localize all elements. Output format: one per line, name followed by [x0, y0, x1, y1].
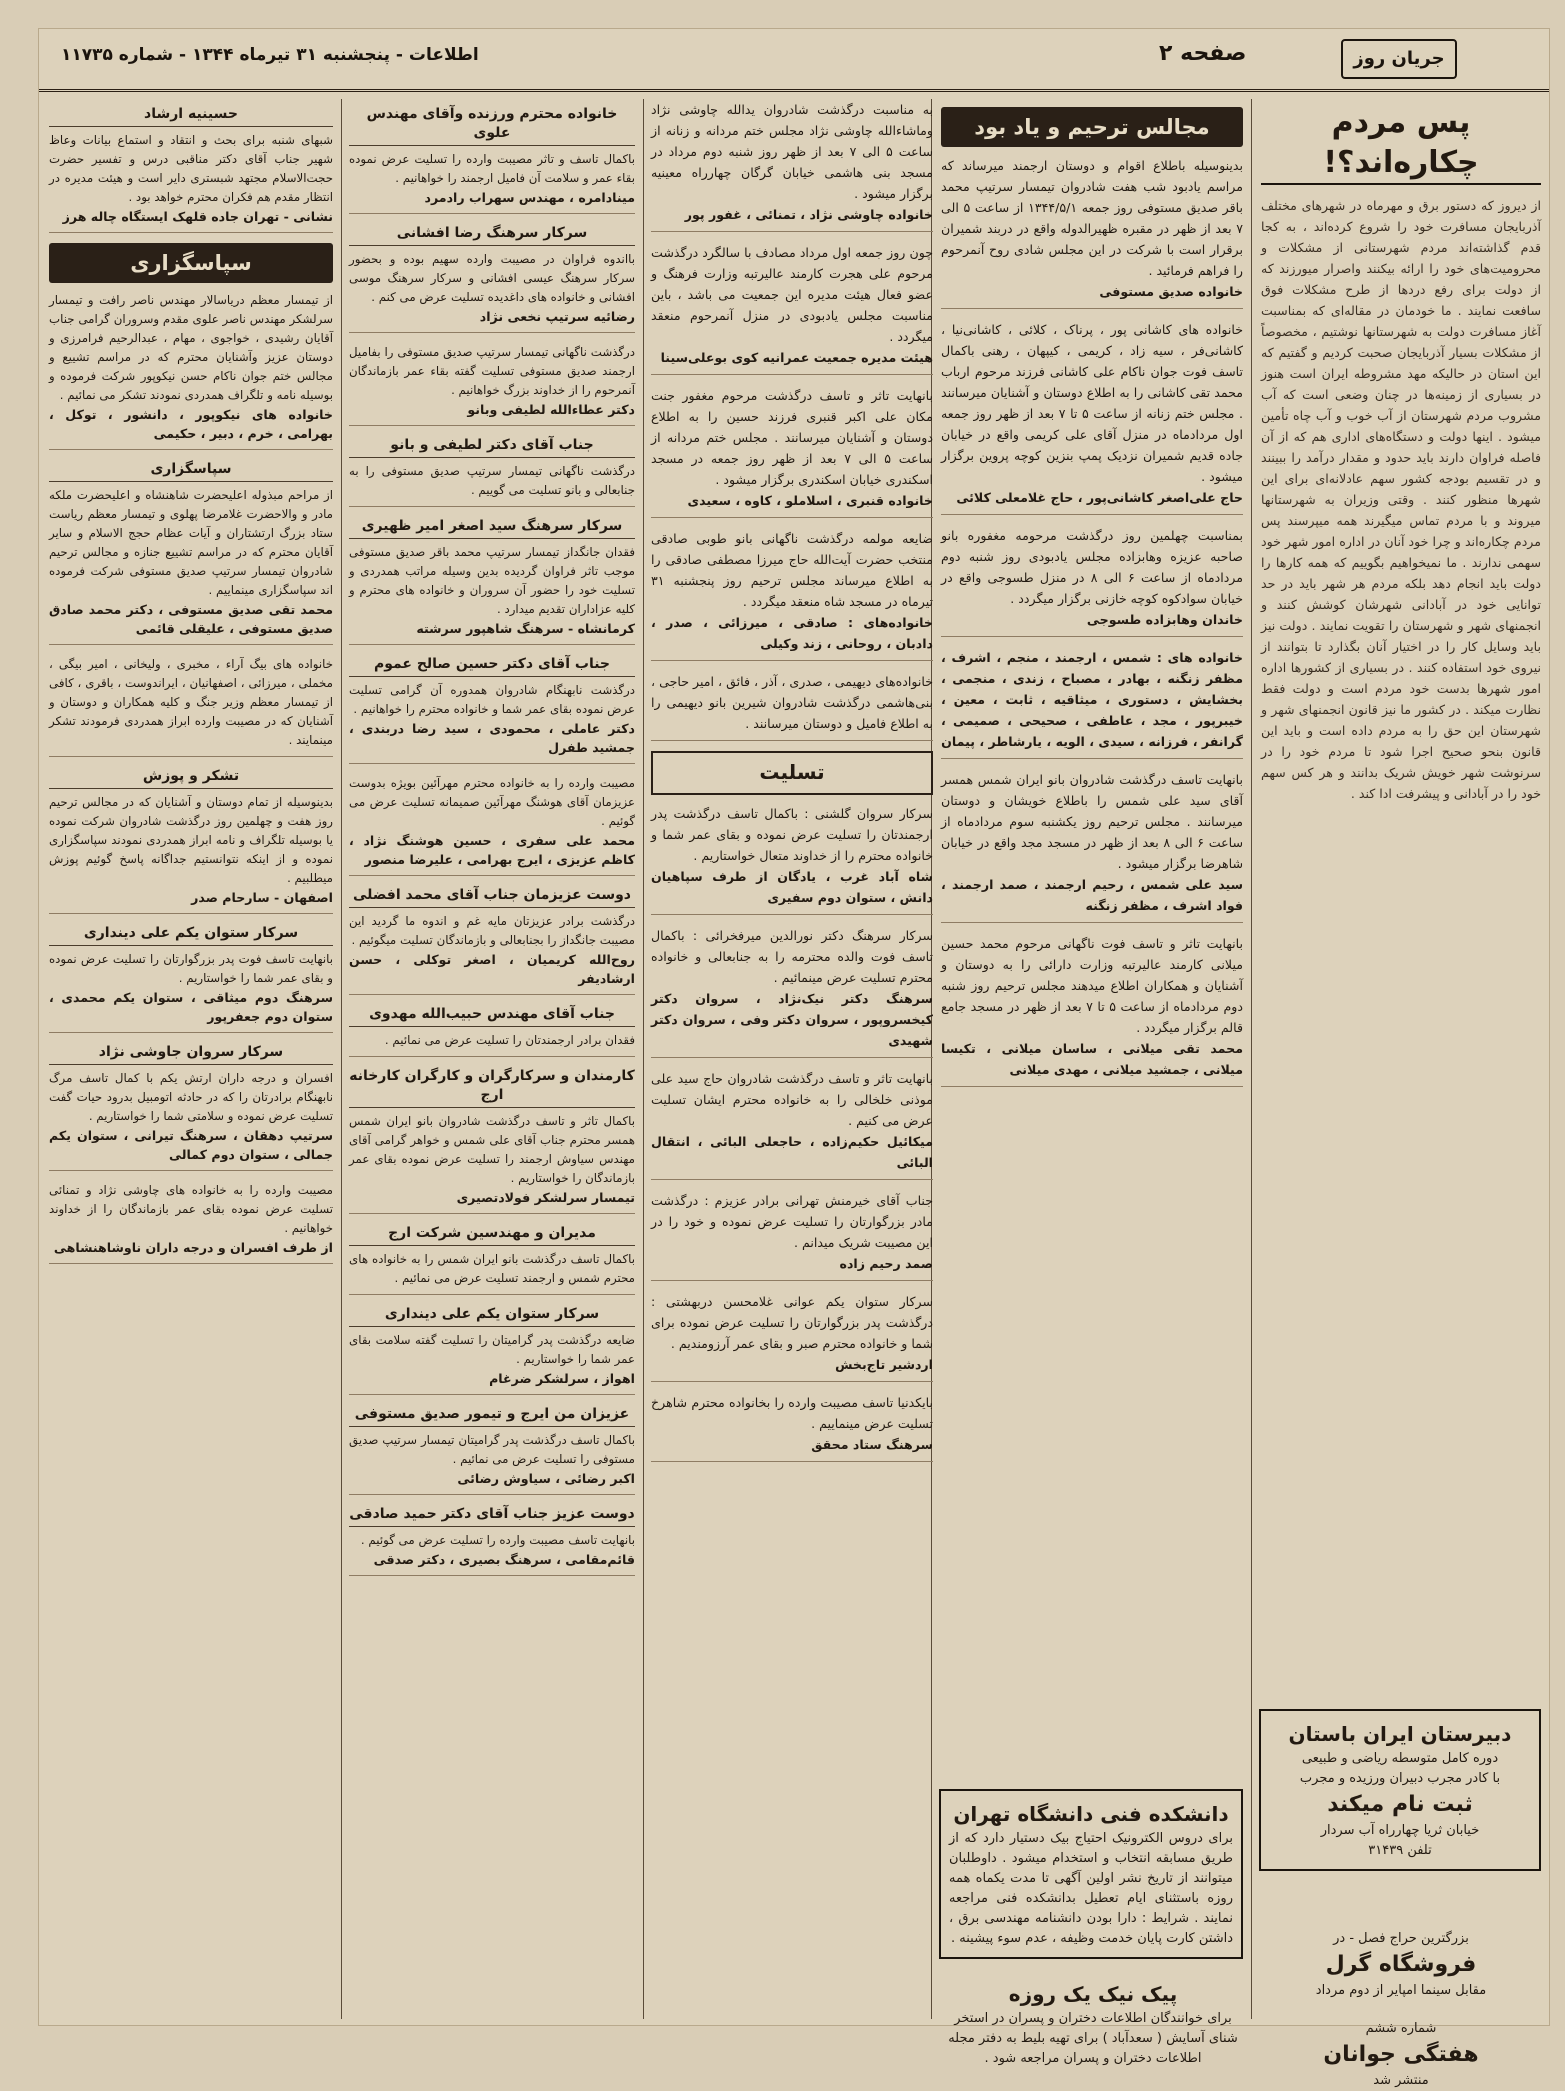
- newspaper-page: [38, 28, 1550, 2088]
- condolences-column: [349, 99, 635, 1586]
- notice-text: باکمال تاسف درگذشت پدر گرامیتان تیمسار سرتیپ صدیق مستوفی را تسلیت عرض می نمائیم .: [349, 1433, 635, 1466]
- notice-signature: قائم‌مقامی ، سرهنگ بصیری ، دکتر صدقی: [373, 1552, 635, 1567]
- notice-text: درگذشت ناگهانی تیمسار سرتیپ صدیق مستوفی را بفامیل ارجمند صدیق مستوفی تسلیت گفته بقاء عمر بازماندگان آنمرحوم را از خداوند بزرگ خواهانیم .: [349, 345, 635, 397]
- notices-column: [651, 99, 933, 1472]
- magazine-ad-line: منتشر شد: [1373, 2073, 1429, 2088]
- notice-signature: سرهنگ دوم میثاقی ، ستوان یکم محمدی ، ستوان دوم جعفرپور: [49, 990, 333, 1024]
- column-rule: [341, 99, 342, 2019]
- notice-text: بدینوسیله از تمام دوستان و آشنایان که در مجالس ترحیم روز هفت و چهلمین روز درگذشت شادروان شرکت نموده یا بوسیله تلگراف و نامه ابراز همدردی نمودند سپاسگزاری نموده و از اینکه نتوانستیم جداگانه پاسخ گوئیم پوزش میطلبیم .: [49, 795, 333, 885]
- store-ad-line: بزرگترین حراج فصل - در: [1333, 1931, 1469, 1946]
- notice-block: [49, 291, 333, 450]
- notice-block: [349, 436, 635, 507]
- school-ad-title: دبیرستان ایران باستان: [1288, 1722, 1512, 1746]
- notice-text: درگذشت نابهنگام شادروان همدوره آن گرامی تسلیت عرض نموده بقای عمر شما و خانواده محترم را خواهانیم .: [349, 683, 635, 716]
- notice-signature: حاج علی‌اصغر کاشانی‌پور ، حاج غلامعلی کلائی: [956, 490, 1243, 505]
- notice-signature: محمد تقی میلانی ، ساسان میلانی ، تکیسا میلانی ، جمشید میلانی ، مهدی میلانی: [941, 1041, 1243, 1077]
- notice-block: [349, 343, 635, 426]
- notice-signature: نشانی - تهران جاده قلهک ایستگاه چاله هرز: [62, 209, 333, 224]
- notice-text: بایکدنیا تاسف مصیبت وارده را بخانواده محترم شاهرخ تسلیت عرض مینماییم .: [651, 1395, 933, 1431]
- notice-title: دوست عزیزمان جناب آقای محمد افضلی: [349, 886, 635, 908]
- notice-block: [651, 528, 933, 661]
- notice-block: [349, 774, 635, 876]
- notice-title: کارمندان و سرکارگران و کارگران کارخانه ارج: [349, 1067, 635, 1108]
- notice-text: مصیبت وارده را به خانواده محترم مهرآئین بویژه بدوست عزیزمان آقای هوشنگ مهرآئین صمیمانه تسلیت عرض می گوئیم .: [349, 776, 635, 828]
- notice-block: [349, 1224, 635, 1295]
- notice-block: [49, 105, 333, 233]
- notice-text: سرکار ستوان یکم عوانی غلامحسن دربهشتی : درگذشت پدر بزرگوارتان را تسلیت عرض نموده برای شما و خانواده محترم صبر و بقای عمر آرزومندیم .: [651, 1294, 933, 1351]
- notice-block: [651, 242, 933, 375]
- notice-block: [651, 1190, 933, 1281]
- store-ad-line: مقابل سینما امپایر از دوم مرداد: [1315, 1983, 1487, 1998]
- notice-block: [349, 1505, 635, 1576]
- notice-text: بانهایت تاثر و تاسف درگذشت شادروان حاج سید علی موذنی خلخالی را به خانواده محترم ایشان تسلیت عرض می کنیم .: [651, 1071, 933, 1128]
- notice-text: باکمال تاسف درگذشت بانو ایران شمس را به خانواده های محترم شمس و ارجمند تسلیت عرض می نمائیم .: [349, 1252, 635, 1285]
- notice-block: [941, 647, 1243, 759]
- notice-text: بانهایت تاسف درگذشت شادروان بانو ایران شمس همسر آقای سید علی شمس را باطلاع خویشان و دوستان میرسانند . مجلس ترحیم روز یکشنبه سوم مردادماه از ساعت ۶ الی ۸ بعد از ظهر در مسجد مجد واقع در خیابان شاهرضا برگزار میشود .: [941, 772, 1243, 871]
- notice-signature: سید علی شمس ، رحیم ارجمند ، صمد ارجمند ، فواد اشرف ، مظفر زنگنه: [941, 877, 1243, 913]
- notice-signature: شاه آباد غرب ، یادگان از طرف سپاهیان دانش ، ستوان دوم سفیری: [651, 869, 933, 905]
- notice-title: دوست عزیز جناب آقای دکتر حمید صادقی: [349, 1505, 635, 1527]
- notice-block: [941, 525, 1243, 637]
- notice-signature: میکائیل حکیم‌زاده ، حاجعلی البائی ، انتقال البائی: [651, 1134, 933, 1170]
- notice-title: سرکار سرهنگ رضا افشانی: [349, 224, 635, 246]
- notice-signature: اردشیر تاج‌بخش: [835, 1357, 933, 1372]
- notice-block: [349, 224, 635, 333]
- column-rule: [1251, 99, 1252, 2019]
- notice-text: خانواده های کاشانی پور ، پرناک ، کلائی ، کاشانی‌نیا ، کاشانی‌فر ، سیه زاد ، کریمی ، کیپهان ، رهنی باکمال تاسف فوت جوان ناکام علی کاشانی فرزند مرحوم ارباب محمد تقی کاشانی را به اطلاع دوستان و آشنایان میرسانند . مجلس ختم زنانه از ساعت ۵ تا ۷ بعد از ظهر روز جمعه اول مردادماه در منزل آقای علی کریمی واقع در خیابان جاده قدیم شمیران نزدیک پمپ بنزین کوچه پروین برگزار میشود .: [941, 322, 1243, 484]
- notice-signature: اصفهان - سارحام صدر: [191, 890, 333, 905]
- school-ad-address: خیابان ثریا چهارراه آب سردار: [1320, 1823, 1480, 1838]
- notice-block: [49, 1181, 333, 1264]
- notice-signature: خانواده‌های : صادقی ، میرزائی ، صدر ، دادبان ، روحانی ، زند وکیلی: [651, 615, 933, 651]
- magazine-ad-name: هفتگی جوانان: [1323, 2042, 1479, 2067]
- notice-text: فقدان جانگداز تیمسار سرتیپ محمد باقر صدیق مستوفی موجب تاثر فراوان گردیده بدین وسیله مراتب همدردی و تسلیت خود را حضور آن سروران و خانواده های محترم و کلیه عزاداران تقدیم میدارد .: [349, 545, 635, 616]
- notice-block: [349, 1005, 635, 1057]
- notice-text: بااندوه فراوان در مصیبت وارده سهیم بوده و بحضور سرکار سرهنگ عیسی افشانی و سرکار سرهنگ موسی افشانی و خانواده های داغدیده تسلیت عرض می کنم .: [349, 252, 635, 304]
- editorial-title: پس مردم چکاره‌اند؟!: [1261, 103, 1541, 185]
- notice-text: فقدان برادر ارجمندتان را تسلیت عرض می نمائیم .: [384, 1033, 635, 1047]
- notice-text: جناب آقای خیرمنش تهرانی برادر عزیزم : درگذشت مادر بزرگوارتان را تسلیت عرض نموده و خود را در این مصیبت شریک میدانم .: [651, 1193, 933, 1250]
- notice-text: ضایعه مولمه درگذشت ناگهانی بانو طوبی صادقی منتخب حضرت آیت‌الله حاج میرزا مصطفی صادقی را به اطلاع میرساند مجلس ترحیم روز پنجشنبه ۳۱ تیرماه در مسجد شاه منعقد میگردد .: [651, 531, 933, 609]
- notice-text: درگذشت ناگهانی تیمسار سرتیپ صدیق مستوفی را به جنابعالی و بانو تسلیت می گوییم .: [349, 464, 635, 497]
- picnic-ad-text: برای خوانندگان اطلاعات دختران و پسران در استخر شنای آسایش ( سعدآباد ) برای تهیه بلیط به دفتر مجله اطلاعات دختران و پسران مراجعه شود .: [948, 2011, 1238, 2066]
- page-number: صفحه ۲: [1159, 41, 1247, 66]
- notice-signature: خانواده چاوشی نژاد ، تمنائی ، غفور پور: [684, 207, 933, 222]
- notice-text: بمناسبت چهلمین روز درگذشت مرحومه مغفوره بانو صاحبه عزیزه وهابزاده مجلس یادبودی روز شنبه دوم مردادماه از ساعت ۶ الی ۸ در منزل طسوجی واقع در خیابان سوادکوه کوچه خازنی برگزار میگردد .: [941, 528, 1244, 606]
- school-ad-phone: تلفن ۳۱۴۳۹: [1368, 1843, 1432, 1858]
- notice-signature: هیئت مدیره جمعیت عمرانیه کوی بوعلی‌سینا: [660, 350, 933, 365]
- magazine-ad: [1261, 2019, 1541, 2091]
- notice-text: بانهایت تاثر و تاسف فوت ناگهانی مرحوم محمد حسین میلانی کارمند عالیرتبه وزارت دارائی را به دوستان و آشنایان و همکاران اطلاع میدهند مجلس ترحیم روز شنبه دوم مردادماه از ساعت ۵ تا ۷ بعد از ظهر در مسجد جامع قالم برگزار میگردد .: [941, 936, 1243, 1035]
- notice-signature: رضائیه سرتیپ نخعی نژاد: [479, 309, 635, 324]
- store-ad: [1261, 1929, 1541, 2001]
- notice-text: چون روز جمعه اول مرداد مصادف با سالگرد درگذشت مرحوم علی هجرت کارمند عالیرتبه وزارت فرهنگ و عضو فعال هیئت مدیره این جمعیت می باشد ، باین مناسبت مجلس یادبودی در منزل آنمرحوم منعقد میگردد .: [651, 245, 933, 344]
- notice-title: حسینیه ارشاد: [49, 105, 333, 127]
- notice-block: [49, 1043, 333, 1171]
- notice-signature: صمد رحیم زاده: [839, 1256, 933, 1271]
- store-ad-name: فروشگاه گرل: [1325, 1952, 1477, 1977]
- university-ad-text: برای دروس الکترونیک احتیاج بیک دستیار دارد که از طریق مسابقه انتخاب و استخدام میشود . داوطلبان میتوانند از تاریخ نشر اولین آگهی تا مدت یکماه همه روزه باستثنای ایام تعطیل بدانشکده فنی مراجعه نمایند . شرایط : دارا بودن دانشنامه مهندسی برق ، داشتن کارت پایان خدمت وظیفه ، عدم سوء پیشینه .: [949, 1831, 1233, 1946]
- notice-block: [651, 1068, 933, 1180]
- notice-block: [941, 769, 1243, 923]
- school-ad: [1259, 1709, 1541, 1871]
- notice-text: بدینوسیله باطلاع اقوام و دوستان ارجمند میرساند که مراسم یادبود شب هفت شادروان تیمسار سرتیپ محمد باقر صدیق مستوفی روز جمعه ۱۳۴۴/۵/۱ از ساعت ۵ الی ۷ بعد از ظهر در مقبره ظهیرالدوله واقع در دربند شمیران برقرار است با شرکت در این مجلس شادی روح آنمرحوم را فراهم فرمائید .: [941, 158, 1243, 278]
- notice-text: خانواده های بیگ آراء ، مخبری ، ولیخانی ، امیر بیگی ، مخملی ، میرزائی ، اصفهانیان ، ایراندوست ، باقری ، کافی از تیمسار معظم وزیر جنگ و کلیه همکاران و دوستان و آشنایان که در مصیبت وارده ابراز همدردی فرمودند تشکر مینمایند .: [49, 657, 333, 747]
- notice-title: جناب آقای مهندس حبیب‌الله مهدوی: [349, 1005, 635, 1027]
- notice-text: شبهای شنبه برای بحث و انتقاد و استماع بیانات وعاظ شهیر جناب آقای دکتر مناقبی درس و تفسیر حضرت حجت‌الاسلام مجتهد شبستری دایر است و هیئت مدیره در انتظار مقدم هم فکران محترم خواهد بود .: [49, 133, 333, 204]
- notice-block: [651, 803, 933, 915]
- notice-text: باکمال تاثر و تاسف درگذشت شادروان بانو ایران شمس همسر محترم جناب آقای علی شمس و خواهر گرامی آقای مهندس سیاوش ارجمند را تسلیت عرض نموده بقای عمر بازماندگان را خواستاریم .: [349, 1114, 635, 1185]
- notice-title: خانواده محترم ورزنده وآقای مهندس علوی: [349, 105, 635, 146]
- notice-signature: سرهنگ دکتر نیک‌نژاد ، سروان دکتر کیخسروپور ، سروان دکتر وفی ، سروان دکتر شهیدی: [651, 991, 933, 1048]
- notice-block: [941, 319, 1243, 515]
- notice-signature: سرهنگ ستاد محقق: [811, 1437, 933, 1452]
- notice-signature: تیمسار سرلشکر فولادتصیری: [456, 1190, 635, 1205]
- notice-block: [349, 1305, 635, 1395]
- notice-block: [651, 925, 933, 1058]
- notice-signature: خانواده صدیق مستوفی: [1099, 284, 1243, 299]
- notice-block: [349, 886, 635, 995]
- notice-block: [49, 655, 333, 757]
- notice-signature: محمد تقی صدیق مستوفی ، دکتر محمد صادق صدیق مستوفی ، علیقلی قائمی: [49, 602, 333, 636]
- issue-line: اطلاعات - پنجشنبه ۳۱ تیرماه ۱۳۴۴ - شماره ۱۱۷۳۵: [61, 45, 479, 65]
- notice-block: [49, 924, 333, 1033]
- notice-title: مدیران و مهندسین شرکت ارج: [349, 1224, 635, 1246]
- notice-title: جناب آقای دکتر حسین صالح عموم: [349, 655, 635, 677]
- notice-block: [651, 1392, 933, 1462]
- thanks-banner: سپاسگزاری: [49, 243, 333, 283]
- notice-title: تشکر و پوزش: [49, 767, 333, 789]
- notice-text: مصیبت وارده را به خانواده های چاوشی نژاد و تمنائی تسلیت عرض نموده بقای عمر بازماندگان را از خداوند خواهانیم .: [49, 1183, 333, 1235]
- notice-text: سرکار سروان گلشنی : باکمال تاسف درگذشت پدر ارجمندتان را تسلیت عرض نموده و بقای عمر شما و خانواده محترم را از خداوند متعال خواستاریم .: [651, 806, 933, 863]
- notice-text: بانهایت تاسف فوت پدر بزرگوارتان را تسلیت عرض نموده و بقای عمر شما را خواستاریم .: [49, 952, 333, 985]
- masthead: [39, 29, 1549, 92]
- notice-block: [349, 1067, 635, 1214]
- notice-title: سرکار سرهنگ سید اصغر امیر ظهیری: [349, 517, 635, 539]
- notice-block: [349, 105, 635, 214]
- notice-text: بانهایت تاسف مصیبت وارده را تسلیت عرض می گوئیم .: [360, 1533, 635, 1547]
- notice-block: [349, 1405, 635, 1495]
- notice-text: باکمال تاسف و تاثر مصیبت وارده را تسلیت عرض نموده بقاء عمر و سلامت آن فامیل ارجمند را خواهانیم .: [349, 152, 635, 185]
- column-rule: [643, 99, 644, 2019]
- notice-signature: اهواز ، سرلشکر ضرغام: [489, 1371, 635, 1386]
- notice-signature: روح‌الله کریمیان ، اصغر توکلی ، حسن ارشادیفر: [349, 952, 635, 986]
- notice-signature: محمد علی سفری ، حسین هوشنگ نژاد ، کاظم عزیزی ، ایرج بهرامی ، علیرضا منصور: [349, 833, 635, 867]
- magazine-ad-line: شماره ششم: [1365, 2021, 1437, 2036]
- notice-signature: از طرف افسران و درجه داران ناوشاهنشاهی: [53, 1240, 333, 1255]
- notice-signature: خانواده های نیکوپور ، دانشور ، توکل ، بهرامی ، خرم ، دبیر ، حکیمی: [49, 407, 333, 441]
- editorial-body: از دیروز که دستور برق و مهرماه در شهرهای مختلف آذربایجان مسافرت خود را شروع کرده‌اند ، به کجا قدم گذاشته‌اند مردم شهرستانی از مشکلات و محرومیت‌های خود را ارائه بیکنند واصرار میورزند که از دولت برای رفع دردها از طرح مشکلات فوق سافعت نمایند . ما خودمان در مقاله‌ای که بمناسبت آغاز مسافرت دولت به شهرستانها نوشتیم ، مخصوصاً از مشکلات بسیار آذربایجان صحبت کردیم و گفتیم که این استان در حالیکه مهد مشروطه ایران است هنوز در بسیاری از زمینه‌ها در چنان وضعی است که آب مشروب مردم شهرستان از آب خوب و آب چاه تأمین میشود . اینها دولت و دستگاه‌های اداری هم که از آن فاصله فراوان دارند باید حدود و مقدار درآمد را ببینند و در تقسیم بودجه کشور سهم عادلانه‌ای برای این شهرها منظور کنند . وقتی وزیران به شهرستانها میروند و با مردم تماس میگیرند همه میپرسند پس مردم چکاره‌اند و چرا خود آنان در اداره امور شهر خود سهمی ندارند . ما نمیخواهیم بگوییم که همه کارها را دولت باید انجام دهد بلکه مردم هر شهر باید در حد توانایی خود در آبادانی شهرشان کوشش کنند و انجمنهای شهر و شهرستان را تقویت نمایند . دولت نیز باید وسایل کار را در اختیار آنان بگذارد تا بتوانند از نیروی خود استفاده کنند . در بسیاری از کشورها اداره امور شهرها بدست خود مردم است و دولت فقط نظارت میکند . در کشور ما نیز قانون انجمنهای شهر و شهرستان این حق را به مردم داده است و باید این قانون بنحو صحیح اجرا شود تا مردم خود را در سرنوشت شهر خویش شریک بدانند و هر کس سهم خود را در آبادانی و پیشرفت ادا کند .: [1261, 198, 1541, 801]
- notice-block: [941, 933, 1243, 1087]
- notice-signature: دکتر عاملی ، محمودی ، سید رضا دربندی ، جمشید طفرل: [349, 721, 635, 755]
- notice-block: [349, 517, 635, 645]
- notice-signature: کرمانشاه - سرهنگ شاهپور سرشته: [416, 621, 635, 636]
- notice-title: جناب آقای دکتر لطیفی و بانو: [349, 436, 635, 458]
- notice-title: عزیزان من ایرج و تیمور صدیق مستوفی: [349, 1405, 635, 1427]
- notice-title: سپاسگزاری: [49, 460, 333, 482]
- editorial-column: [1261, 99, 1541, 2088]
- notice-block: [941, 155, 1243, 309]
- notice-block: [651, 385, 933, 518]
- notice-block: [651, 1291, 933, 1382]
- memorial-column: [941, 99, 1244, 2066]
- column-tag: جریان روز: [1341, 39, 1457, 79]
- notice-signature: مینادامره ، مهندس سهراب رادمرد: [424, 190, 635, 205]
- notice-text: افسران و درجه داران ارتش یکم با کمال تاسف مرگ نابهنگام برادرتان را که در حادثه اتومبیل بدرود حیات گفت تسلیت عرض نموده و سلامتی شما را خواستاریم .: [49, 1071, 333, 1123]
- notice-title: سرکار سروان جاوشی نژاد: [49, 1043, 333, 1065]
- notice-text: سرکار سرهنگ دکتر نورالدین میرفخرائی : باکمال تاسف فوت والده محترمه را به جنابعالی و خانواده محترم تسلیت عرض مینمائیم .: [651, 928, 933, 985]
- university-ad-title: دانشکده فنی دانشگاه تهران: [953, 1802, 1229, 1826]
- notice-text: از تیمسار معظم دریاسالار مهندس ناصر رافت و تیمسار سرلشکر مهندس ناصر علوی مقدم وسروران گرامی جناب آقایان رشیدی ، خواجوی ، مهام ، عبدالرحیم فرامرزی و دوستان عزیز وآشنایان محترم که در مراسم تشییع و مجالس ختم جوان ناکام حسن نیکوپور شرکت فرموده و بوسیله نامه و تلگراف همدردی نمودند تشکر می نمائیم .: [49, 293, 333, 402]
- thanks-column: [49, 99, 333, 1274]
- notice-text: خانواده های : شمس ، ارجمند ، منجم ، اشرف ، مظفر زنگنه ، بهادر ، مصباح ، زندی ، منجمی ، بخشایش ، دستوری ، میثاقیه ، ثابت ، معین ، خیبرپور ، مجد ، عاطفی ، صحیحی ، صمیمی ، گرانفر ، فرزانه ، سیدی ، الویه ، یارشاطر ، پیمان: [941, 650, 1243, 749]
- notice-signature: خاندان وهابزاده طسوجی: [1086, 612, 1243, 627]
- notice-block: [49, 460, 333, 645]
- picnic-ad-title: پیک نیک یک روزه: [1008, 1982, 1178, 2006]
- notice-signature: خانواده قنبری ، اسلاملو ، کاوه ، سعیدی: [687, 493, 933, 508]
- notice-text: بانهایت تاثر و تاسف درگذشت مرحوم مغفور جنت مکان علی اکبر قنبری فرزند حسین را به اطلاع دوستان و آشنایان میرسانند . مجلس ختم مردانه از ساعت ۵ الی ۷ بعد از ظهر روز جمعه در مسجد اسکندری خیابان اسکندری برگزار میشود .: [651, 388, 934, 487]
- university-ad: [939, 1789, 1243, 1959]
- notice-block: [651, 99, 933, 232]
- notice-title: سرکار ستوان یکم علی دینداری: [49, 924, 333, 946]
- school-ad-line: با کادر مجرب دبیران ورزیده و مجرب: [1299, 1771, 1501, 1786]
- notice-signature: اکبر رضائی ، سیاوش رضائی: [457, 1471, 635, 1486]
- notice-signature: دکتر عطاءالله لطیفی وبانو: [467, 402, 635, 417]
- notice-text: درگذشت برادر عزیزتان مایه غم و اندوه ما گردید این مصیبت جانگداز را بجنابعالی و بازماندگان تسلیت میگوئیم .: [349, 914, 635, 947]
- notice-signature: سرتیپ دهقان ، سرهنگ تیرانی ، ستوان یکم جمالی ، ستوان دوم کمالی: [49, 1128, 333, 1162]
- notice-text: خانواده‌های دیهیمی ، صدری ، آذر ، فائق ، امیر حاجی ، بنی‌هاشمی درگذشت شادروان شیرین بانو دیهیمی را به اطلاع فامیل و دوستان میرسانند .: [651, 674, 933, 731]
- school-ad-line: دوره کامل متوسطه ریاضی و طبیعی: [1301, 1751, 1499, 1766]
- notice-block: [49, 767, 333, 914]
- memorial-banner: مجالس ترحیم و یاد بود: [941, 107, 1243, 147]
- notice-block: [349, 655, 635, 764]
- picnic-ad: [943, 1979, 1243, 2069]
- notice-block: [651, 671, 933, 741]
- condolence-banner: تسلیت: [651, 751, 933, 795]
- school-ad-cta: ثبت نام میکند: [1327, 1792, 1473, 1817]
- notice-title: سرکار ستوان یکم علی دینداری: [349, 1305, 635, 1327]
- notice-text: از مراحم مبذوله اعلیحضرت شاهنشاه و اعلیحضرت ملکه مادر و والاحضرت غلامرضا پهلوی و تیمسار معظم ریاست ستاد بزرگ ارتشتاران و آیات عظام حجج الاسلام و سایر آقایان محترم که در مراسم تشییع جنازه و مجالس ترحیم شادروان تیمسار سرتیپ صدیق مستوفی شرکت فرموده اند سپاسگزاری مینماییم .: [49, 488, 333, 597]
- notice-text: ضایعه درگذشت پدر گرامیتان را تسلیت گفته سلامت بقای عمر شما را خواستاریم .: [349, 1333, 635, 1366]
- notice-text: به مناسبت درگذشت شادروان یدالله چاوشی نژاد وماشاءالله چاوشی نژاد مجلس ختم مردانه و زنانه از ساعت ۵ الی ۷ بعد از ظهر روز شنبه دوم مرداد در مسجد بنی هاشمی خیابان گرگان چهارراه معینیه برگزار میشود .: [651, 102, 933, 201]
